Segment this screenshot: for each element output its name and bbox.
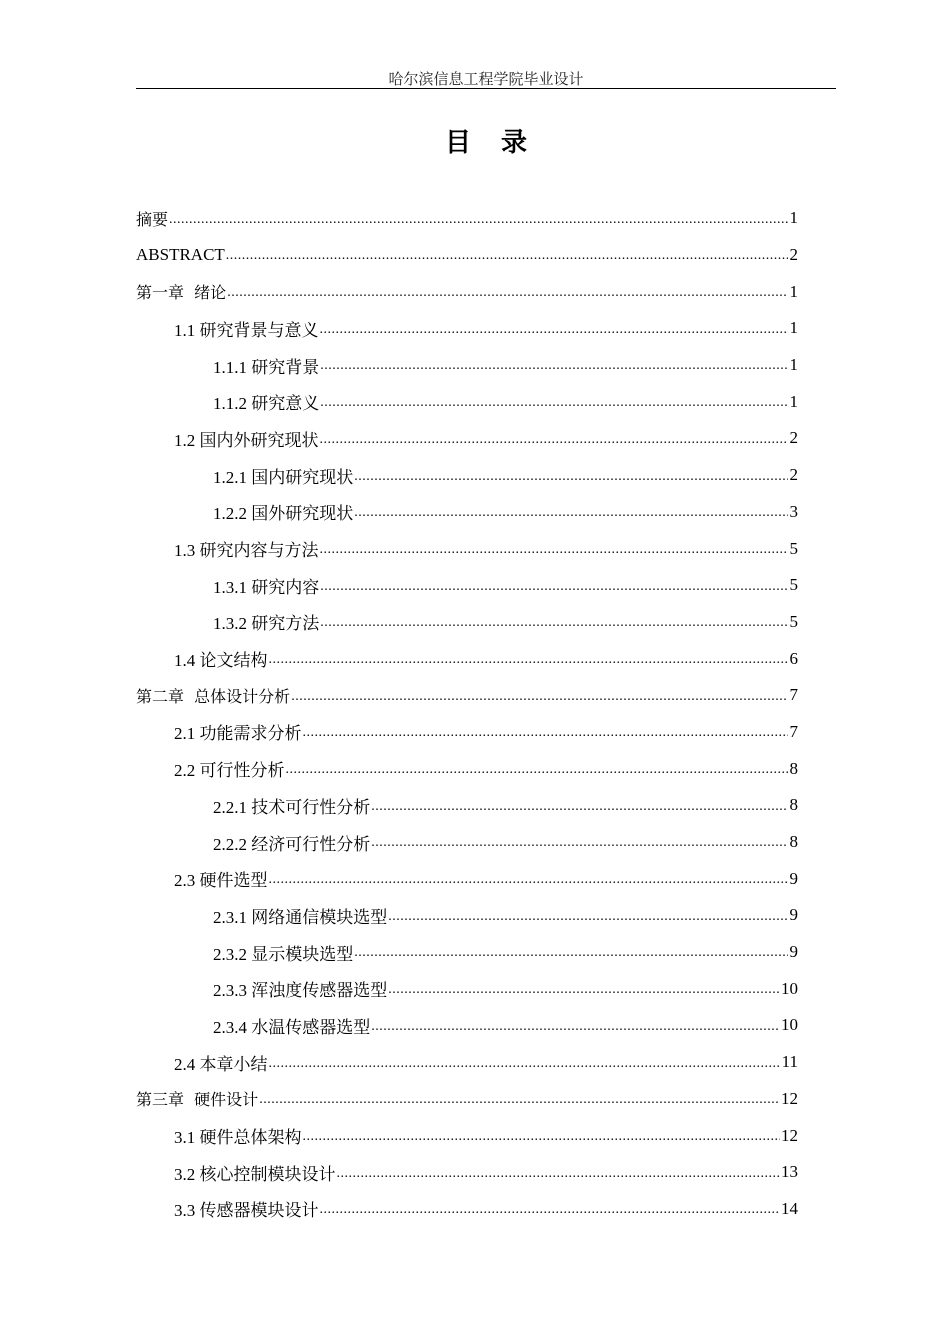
- toc-dot-leader: [286, 762, 789, 787]
- toc-entry[interactable]: [136, 677, 798, 714]
- toc-entry-page-number: 1: [789, 318, 798, 338]
- toc-dot-leader: [303, 725, 789, 750]
- toc-dot-leader: [320, 1202, 781, 1227]
- toc-entry-title: 3.1 硬件总体架构: [174, 1128, 302, 1148]
- toc-entry-page-number: 2: [789, 465, 798, 485]
- toc-entry-page-number: 10: [781, 1015, 798, 1035]
- toc-entry[interactable]: [136, 273, 798, 310]
- toc-dot-leader: [259, 1092, 780, 1117]
- toc-entry-page-number: 14: [781, 1198, 798, 1218]
- toc-entry-page-number: 7: [789, 685, 798, 705]
- toc-entry-page-number: 8: [789, 795, 798, 815]
- toc-entry-title: 1.4 论文结构: [174, 651, 268, 671]
- toc-entry[interactable]: [136, 420, 798, 457]
- toc-entry-title: 1.1.1 研究背景: [213, 357, 320, 377]
- toc-entry-title: 2.2.1 技术可行性分析: [213, 797, 371, 817]
- toc-entry-page-number: 5: [789, 575, 798, 595]
- toc-dot-leader: [303, 1129, 781, 1154]
- toc-dot-leader: [169, 212, 788, 237]
- toc-entry[interactable]: [136, 494, 798, 531]
- toc-entry-page-number: 8: [789, 832, 798, 852]
- toc-entry[interactable]: [136, 640, 798, 677]
- toc-entry-title: 2.3.2 显示模块选型: [213, 944, 354, 964]
- toc-entry-page-number: 3: [789, 501, 798, 521]
- toc-entry-page-number: 2: [789, 245, 798, 265]
- toc-entry[interactable]: [136, 714, 798, 751]
- toc-dot-leader: [388, 909, 788, 934]
- toc-dot-leader: [227, 285, 788, 310]
- toc-entry-page-number: 9: [789, 942, 798, 962]
- toc-entry[interactable]: [136, 1081, 798, 1118]
- toc-dot-leader: [269, 1056, 781, 1081]
- toc-dot-leader: [320, 579, 788, 604]
- toc-entry-title: 1.2.1 国内研究现状: [213, 467, 354, 487]
- toc-entry-page-number: 10: [781, 978, 798, 998]
- toc-entry[interactable]: [136, 383, 798, 420]
- toc-entry[interactable]: [136, 824, 798, 861]
- toc-entry-page-number: 11: [781, 1052, 798, 1072]
- toc-dot-leader: [320, 322, 789, 347]
- toc-dot-leader: [320, 432, 789, 457]
- toc-entry-title: 摘要: [136, 209, 169, 229]
- toc-dot-leader: [337, 1166, 781, 1191]
- toc-entry-page-number: 2: [789, 428, 798, 448]
- toc-entry-title: 2.1 功能需求分析: [174, 724, 302, 744]
- page-header: 哈尔滨信息工程学院毕业设计: [388, 72, 584, 88]
- toc-entry-title: 1.1 研究背景与意义: [174, 320, 319, 340]
- toc-dot-leader: [269, 652, 789, 677]
- toc-entry-page-number: 9: [789, 868, 798, 888]
- toc-entry-page-number: 13: [781, 1162, 798, 1182]
- toc-entry-title: 第三章 硬件设计: [136, 1090, 259, 1110]
- toc-entry[interactable]: [136, 897, 798, 934]
- toc-entry-page-number: 1: [789, 281, 798, 301]
- toc-entry-title: 2.3 硬件选型: [174, 871, 268, 891]
- toc-entry-title: 1.3.1 研究内容: [213, 577, 320, 597]
- toc-dot-leader: [320, 542, 789, 567]
- toc-dot-leader: [269, 872, 789, 897]
- toc-entry-title: 1.2 国内外研究现状: [174, 430, 319, 450]
- toc-entry-page-number: 8: [789, 758, 798, 778]
- toc-entry-page-number: 9: [789, 905, 798, 925]
- toc-entry-title: 3.3 传感器模块设计: [174, 1201, 319, 1221]
- toc-entry-page-number: 7: [789, 721, 798, 741]
- toc-entry-title: 1.1.2 研究意义: [213, 394, 320, 414]
- toc-dot-leader: [371, 835, 788, 860]
- toc-entry[interactable]: [136, 860, 798, 897]
- toc-entry-page-number: 1: [789, 391, 798, 411]
- toc-entry-page-number: 1: [789, 208, 798, 228]
- toc-entry-title: 1.2.2 国外研究现状: [213, 504, 354, 524]
- toc-entry-page-number: 12: [781, 1088, 798, 1108]
- toc-entry[interactable]: [136, 604, 798, 641]
- toc-entry-title: 1.3.2 研究方法: [213, 614, 320, 634]
- toc-entry[interactable]: [136, 567, 798, 604]
- toc-entry[interactable]: [136, 1191, 798, 1228]
- toc-dot-leader: [320, 358, 788, 383]
- toc-dot-leader: [354, 469, 788, 494]
- toc-dot-leader: [291, 689, 788, 714]
- toc-dot-leader: [320, 615, 788, 640]
- toc-entry-title: 第一章 绪论: [136, 283, 227, 303]
- toc-entry[interactable]: [136, 530, 798, 567]
- toc-dot-leader: [371, 799, 788, 824]
- toc-entry-title: ABSTRACT: [136, 245, 225, 265]
- toc-entry-title: 1.3 研究内容与方法: [174, 541, 319, 561]
- toc-entry-title: 2.3.1 网络通信模块选型: [213, 907, 388, 927]
- toc-entry-title: 2.2 可行性分析: [174, 761, 285, 781]
- toc-entry-title: 2.3.3 浑浊度传感器选型: [213, 981, 388, 1001]
- toc-entry[interactable]: [136, 310, 798, 347]
- toc-entry-page-number: 12: [781, 1125, 798, 1145]
- toc-entry-page-number: 5: [789, 538, 798, 558]
- toc-entry[interactable]: [136, 200, 798, 237]
- toc-entry-title: 3.2 核心控制模块设计: [174, 1164, 336, 1184]
- toc-dot-leader: [388, 982, 780, 1007]
- toc-dot-leader: [354, 505, 788, 530]
- toc-entry[interactable]: [136, 1117, 798, 1154]
- toc-entry[interactable]: [136, 934, 798, 971]
- toc-entry-title: 2.4 本章小结: [174, 1054, 268, 1074]
- table-of-contents: [136, 200, 798, 1227]
- toc-entry-title: 第二章 总体设计分析: [136, 686, 291, 706]
- toc-entry-title: 2.3.4 水温传感器选型: [213, 1017, 371, 1037]
- header-rule: [136, 88, 836, 89]
- page-title: 目录: [444, 128, 557, 158]
- toc-entry[interactable]: [136, 347, 798, 384]
- toc-entry-title: 2.2.2 经济可行性分析: [213, 834, 371, 854]
- toc-entry-page-number: 1: [789, 355, 798, 375]
- toc-dot-leader: [354, 945, 788, 970]
- toc-dot-leader: [226, 248, 788, 273]
- toc-entry[interactable]: [136, 787, 798, 824]
- toc-entry[interactable]: [136, 970, 798, 1007]
- toc-entry-page-number: 5: [789, 611, 798, 631]
- toc-dot-leader: [371, 1019, 780, 1044]
- toc-entry[interactable]: [136, 750, 798, 787]
- toc-entry[interactable]: [136, 1007, 798, 1044]
- toc-entry[interactable]: [136, 457, 798, 494]
- toc-entry[interactable]: [136, 1044, 798, 1081]
- toc-entry[interactable]: [136, 1154, 798, 1191]
- toc-entry[interactable]: [136, 237, 798, 274]
- toc-entry-page-number: 6: [789, 648, 798, 668]
- toc-dot-leader: [320, 395, 788, 420]
